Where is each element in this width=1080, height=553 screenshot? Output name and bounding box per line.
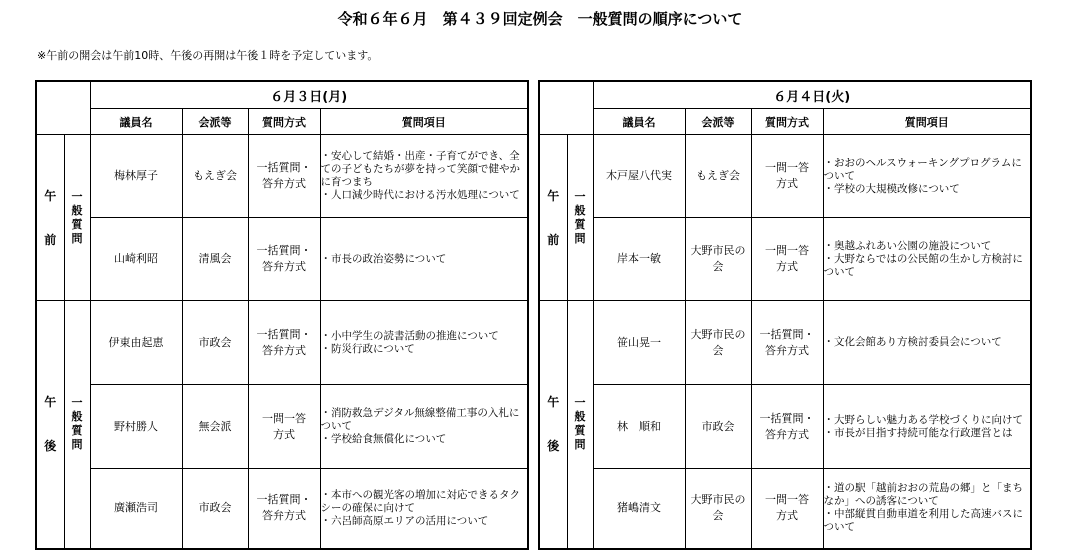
member-name: 岸本一敏	[593, 218, 685, 301]
table-row	[539, 469, 1031, 549]
question-items	[823, 385, 1031, 469]
party-name: 大野市民の会	[685, 301, 751, 385]
question-item: ・道の駅「越前おおの荒島の郷」と「まちなか」への誘客について	[823, 482, 1023, 508]
member-name: 梅林厚子	[90, 135, 182, 218]
question-items	[320, 301, 528, 385]
schedule-table-day1	[35, 80, 529, 550]
question-method: 一括質問・ 答弁方式	[248, 218, 320, 301]
column-header-party: 会派等	[685, 109, 751, 135]
question-method: 一問一答 方式	[751, 135, 823, 218]
question-items	[320, 469, 528, 549]
question-method: 一括質問・ 答弁方式	[751, 301, 823, 385]
party-name: もえぎ会	[182, 135, 248, 218]
question-item: ・奥越ふれあい公園の施設について	[823, 239, 992, 252]
member-name: 野村勝人	[90, 385, 182, 469]
schedule-table-day2	[538, 80, 1032, 550]
column-header-method: 質問方式	[751, 109, 823, 135]
question-item: ・学校給食無償化について	[320, 433, 447, 445]
table-row	[539, 135, 1031, 218]
period-morning: 午 前	[539, 135, 567, 301]
member-name: 山崎利昭	[90, 218, 182, 301]
question-item: ・大野らしい魅力ある学校づくりに向けて	[823, 413, 1023, 426]
question-type-general: 一 般 質 問	[64, 135, 90, 301]
question-method: 一括質問・ 答弁方式	[751, 385, 823, 469]
schedule-note: ※午前の開会は午前10時、午後の再開は午後１時を予定しています。	[37, 49, 379, 62]
date-header: ６月４日(火)	[593, 81, 1031, 109]
member-name: 木戸屋八代実	[593, 135, 685, 218]
column-header-method: 質問方式	[248, 109, 320, 135]
question-item: ・六呂師高原エリアの活用について	[320, 514, 489, 527]
question-item: ・防災行政について	[320, 342, 415, 355]
column-header-items: 質問項目	[320, 109, 528, 135]
corner-cell	[36, 81, 90, 135]
column-header-party: 会派等	[182, 109, 248, 135]
question-items	[823, 469, 1031, 549]
member-name: 猪嶋清文	[593, 469, 685, 549]
question-items	[823, 301, 1031, 385]
question-item: ・消防救急デジタル無線整備工事の入札について	[320, 407, 520, 432]
table-row	[539, 385, 1031, 469]
party-name: 大野市民の会	[685, 469, 751, 549]
question-items	[320, 385, 528, 469]
table-row	[36, 385, 528, 469]
column-header-name: 議員名	[593, 109, 685, 135]
question-item: ・おおのヘルスウォーキングプログラムについて	[823, 156, 1022, 182]
question-method: 一括質問・ 答弁方式	[248, 135, 320, 218]
question-item: ・大野ならではの公民館の生かし方検討について	[823, 252, 1023, 278]
question-item: ・市長が目指す持続可能な行政運営とは	[823, 426, 1013, 439]
table-row	[36, 135, 528, 218]
question-type-general: 一 般 質 問	[567, 135, 593, 301]
question-method: 一問一答 方式	[751, 469, 823, 549]
party-name: 市政会	[685, 385, 751, 469]
question-type-general: 一 般 質 問	[567, 301, 593, 549]
question-items	[823, 135, 1031, 218]
page-title: 令和６年６月 第４３９回定例会 一般質問の順序について	[337, 10, 743, 28]
question-method: 一問一答 方式	[248, 385, 320, 469]
question-item: ・中部縦貫自動車道を利用した高速バスについて	[823, 508, 1023, 534]
party-name: 清風会	[182, 218, 248, 301]
party-name: 市政会	[182, 469, 248, 549]
party-name: 無会派	[182, 385, 248, 469]
member-name: 林 順和	[593, 385, 685, 469]
table-row	[36, 218, 528, 301]
party-name: もえぎ会	[685, 135, 751, 218]
table-row	[539, 218, 1031, 301]
question-items	[320, 135, 528, 218]
question-method: 一括質問・ 答弁方式	[248, 301, 320, 385]
question-method: 一括質問・ 答弁方式	[248, 469, 320, 549]
question-item: ・安心して結婚・出産・子育てができ、全ての子どもたちが夢を持って笑顔で健やかに育つまち	[320, 150, 520, 188]
date-header: ６月３日(月)	[90, 81, 528, 109]
member-name: 笹山晃一	[593, 301, 685, 385]
question-item: ・市長の政治姿勢について	[320, 252, 447, 265]
member-name: 伊東由起恵	[90, 301, 182, 385]
period-morning: 午 前	[36, 135, 64, 301]
party-name: 大野市民の会	[685, 218, 751, 301]
question-method: 一問一答 方式	[751, 218, 823, 301]
table-row	[36, 469, 528, 549]
question-item: ・学校の大規模改修について	[823, 182, 960, 195]
period-afternoon: 午 後	[539, 301, 567, 549]
question-items	[823, 218, 1031, 301]
corner-cell	[539, 81, 593, 135]
question-item: ・小中学生の読書活動の推進について	[320, 329, 499, 342]
member-name: 廣瀬浩司	[90, 469, 182, 549]
question-items	[320, 218, 528, 301]
period-afternoon: 午 後	[36, 301, 64, 549]
question-item: ・本市への観光客の増加に対応できるタクシーの確保に向けて	[320, 488, 520, 514]
table-row	[36, 301, 528, 385]
column-header-name: 議員名	[90, 109, 182, 135]
column-header-items: 質問項目	[823, 109, 1031, 135]
party-name: 市政会	[182, 301, 248, 385]
question-item: ・人口減少時代における汚水処理について	[320, 189, 520, 201]
table-row	[539, 301, 1031, 385]
question-item: ・文化会館あり方検討委員会について	[823, 336, 1002, 348]
question-type-general: 一 般 質 問	[64, 301, 90, 549]
